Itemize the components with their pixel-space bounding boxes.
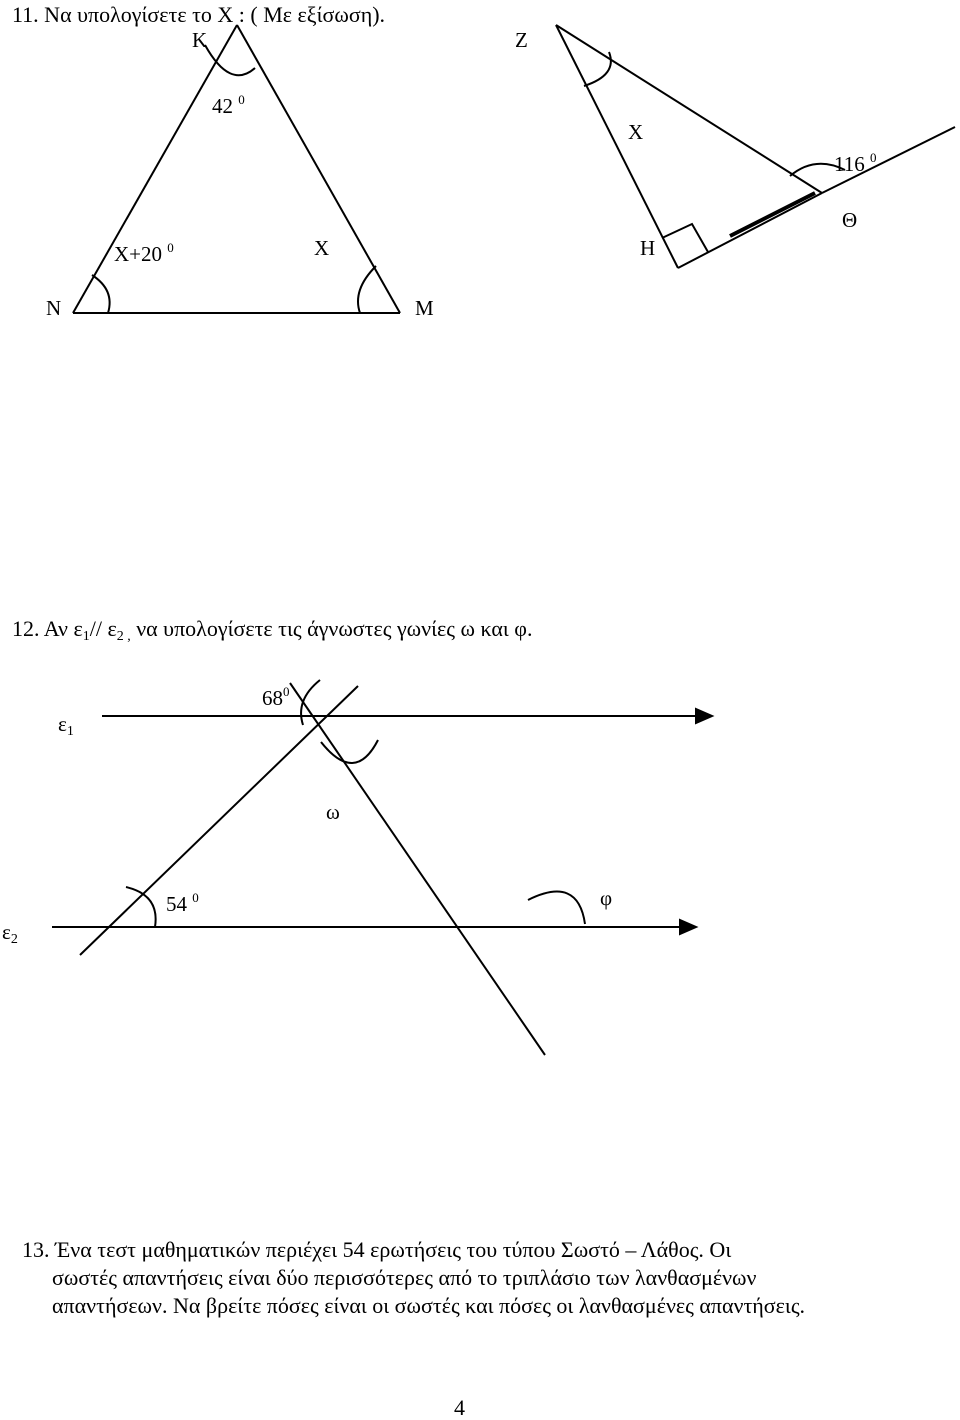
vertex-h-label: Η	[640, 236, 656, 260]
degree-mark: 0	[167, 240, 174, 255]
problem-12-sub1: 1	[82, 629, 90, 644]
angle-n-label	[114, 236, 174, 266]
angle-54-value: 54	[166, 892, 187, 916]
angle-arc-z	[584, 52, 611, 86]
angle-m-label: Χ	[314, 236, 330, 260]
angle-arc-68	[301, 680, 320, 725]
problem-11-text: 11. Να υπολογίσετε το Χ : ( Με εξίσωση).	[12, 2, 386, 27]
problem-12-post: να υπολογίσετε τις άγνωστες γωνίες ω και φ.	[130, 616, 533, 641]
degree-mark: 0	[238, 92, 245, 107]
degree-mark: 0	[283, 684, 290, 699]
line-e1-symbol: ε	[58, 712, 67, 736]
angle-arc-n	[92, 275, 110, 313]
line-e2-label	[2, 920, 18, 952]
right-angle-mark	[662, 224, 708, 252]
side-km	[237, 25, 400, 313]
side-zh	[556, 25, 678, 268]
angle-arc-54	[126, 887, 156, 927]
vertex-n-label: Ν	[46, 296, 62, 320]
problem-13-text	[8, 1236, 948, 1320]
thick-segment	[730, 193, 815, 236]
problem-13-line-2: σωστές απαντήσεις είναι δύο περισσότερες από το τριπλάσιο των λανθασμένων	[52, 1265, 757, 1290]
degree-mark: 0	[869, 150, 877, 165]
degree-mark: 0	[192, 890, 199, 905]
side-h-theta	[678, 193, 822, 268]
vertex-z-label: Ζ	[515, 28, 528, 52]
problem-13-line-1: 13. Ένα τεστ μαθηματικών περιέχει 54 ερωτήσεις του τύπου Σωστό – Λάθος. Οι	[22, 1237, 732, 1262]
angle-arc-phi	[528, 892, 585, 924]
problem-13-line-3: απαντήσεων. Να βρείτε πόσες είναι οι σωστές και πόσες οι λανθασμένες απαντήσεις.	[52, 1293, 806, 1318]
vertex-theta-label: Θ	[842, 208, 858, 232]
problem-12-mid: // ε	[89, 616, 117, 641]
arrow-e1	[696, 709, 712, 723]
angle-ext-label	[834, 146, 876, 176]
arrow-e2	[680, 920, 696, 934]
line-e2-symbol: ε	[2, 920, 11, 944]
line-e1-label	[58, 712, 74, 744]
side-kn	[73, 25, 237, 313]
angle-ext-value: 116	[834, 152, 865, 176]
angle-n-value: Χ+20	[114, 242, 163, 266]
line-e2-subscript: 2	[10, 932, 18, 947]
angle-54-label	[166, 886, 199, 916]
side-z-theta	[556, 25, 822, 193]
vertex-m-label: Μ	[415, 296, 434, 320]
parallel-lines-figure	[52, 680, 712, 1055]
problem-12-pre: 12. Αν ε	[12, 616, 83, 641]
vertex-k-label: Κ	[192, 28, 208, 52]
angle-68-label	[262, 680, 290, 710]
triangle-knm	[73, 25, 400, 313]
angle-k-label	[212, 88, 245, 118]
line-e1-subscript: 1	[66, 724, 74, 739]
angle-68-value: 68	[262, 686, 283, 710]
angle-k-value: 42	[212, 94, 233, 118]
angle-arc-m	[358, 266, 376, 313]
angle-omega-label: ω	[326, 800, 340, 824]
transversal-1	[80, 686, 358, 955]
problem-12-sub2: 2 ,	[116, 629, 131, 644]
angle-z-label: Χ	[628, 120, 644, 144]
page-number: 4	[454, 1395, 465, 1420]
angle-arc-omega	[321, 740, 378, 763]
transversal-2	[290, 683, 545, 1055]
problem-12-text	[12, 616, 533, 650]
angle-arc-k	[205, 45, 255, 75]
triangle-zh	[556, 25, 955, 268]
angle-phi-label: φ	[600, 886, 613, 910]
